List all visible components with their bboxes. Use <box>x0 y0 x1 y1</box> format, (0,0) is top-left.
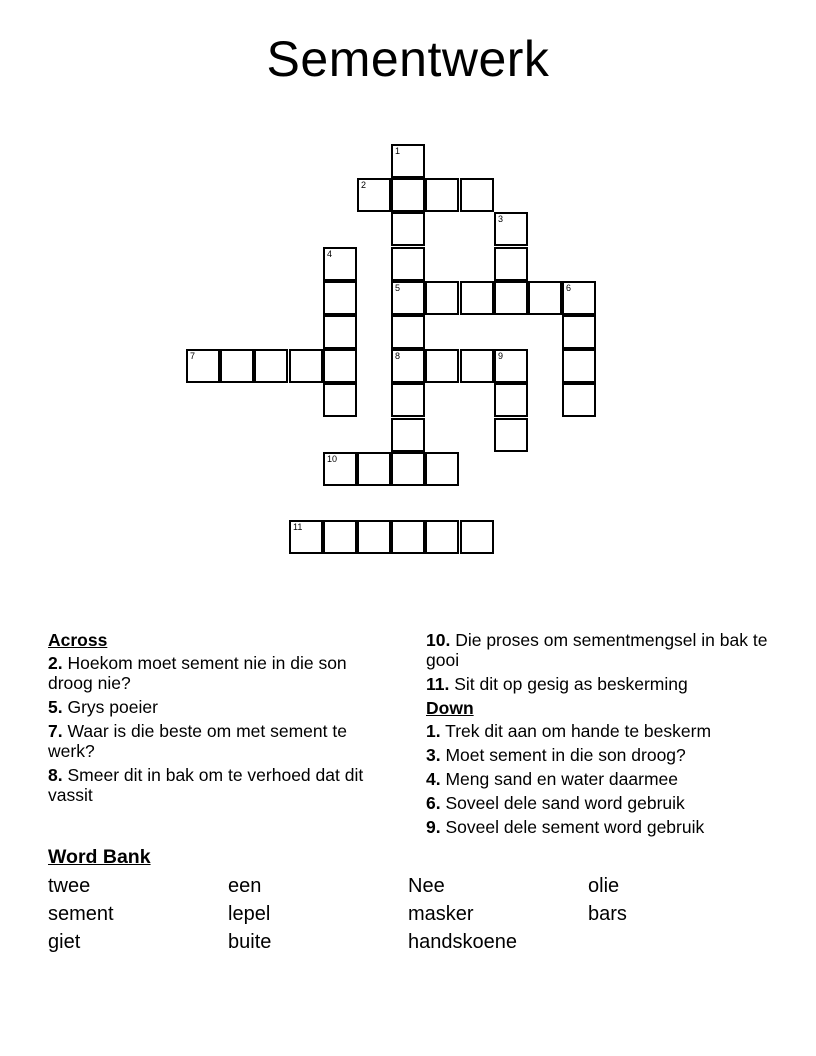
grid-cell[interactable] <box>562 315 596 349</box>
down-heading: Down <box>426 698 474 718</box>
clue-text: Grys poeier <box>67 697 158 717</box>
word-bank-item: olie <box>588 875 620 897</box>
clues-left-column <box>48 630 390 841</box>
clue-number-label: 9 <box>498 351 504 361</box>
grid-cell[interactable] <box>460 281 494 315</box>
word-bank-heading: Word Bank <box>48 846 151 868</box>
clue-text: Smeer dit in bak om te verhoed dat dit vassit <box>48 765 364 805</box>
clue-number-label: 10 <box>327 454 338 464</box>
grid-cell[interactable] <box>391 178 425 212</box>
word-bank <box>48 846 768 953</box>
clue-number: 2. <box>48 653 63 673</box>
grid-cell[interactable] <box>391 520 425 554</box>
grid-cell[interactable] <box>391 212 425 246</box>
word-bank-item: sement <box>48 903 114 925</box>
grid-cell[interactable] <box>357 452 391 486</box>
clue-number: 3. <box>426 745 441 765</box>
grid-cell[interactable] <box>323 349 357 383</box>
clue-down-4 <box>426 769 768 789</box>
grid-cell[interactable] <box>460 178 494 212</box>
word-bank-list <box>48 875 768 953</box>
grid-cell[interactable] <box>323 315 357 349</box>
word-bank-item: buite <box>228 931 272 953</box>
grid-cell[interactable] <box>391 383 425 417</box>
word-bank-item: handskoene <box>408 931 517 953</box>
clue-down-6 <box>426 793 768 813</box>
clue-number: 10. <box>426 630 451 650</box>
grid-cell[interactable] <box>391 247 425 281</box>
grid-cell[interactable] <box>425 349 459 383</box>
across-heading: Across <box>48 630 108 650</box>
clue-text: Sit dit op gesig as beskerming <box>454 674 688 694</box>
grid-cell[interactable] <box>391 315 425 349</box>
clue-number: 9. <box>426 817 441 837</box>
grid-cell[interactable] <box>460 349 494 383</box>
clue-text: Meng sand en water daarmee <box>445 769 678 789</box>
grid-cell-5[interactable] <box>391 281 425 315</box>
clue-number-label: 3 <box>498 214 504 224</box>
clue-text: Soveel dele sand word gebruik <box>445 793 685 813</box>
grid-cell-6[interactable] <box>562 281 596 315</box>
grid-cell[interactable] <box>323 520 357 554</box>
clue-number-label: 8 <box>395 351 401 361</box>
clue-number: 4. <box>426 769 441 789</box>
clues-section <box>48 630 768 841</box>
grid-cell[interactable] <box>323 281 357 315</box>
clue-number: 1. <box>426 721 441 741</box>
grid-cell[interactable] <box>425 520 459 554</box>
grid-cell-7[interactable] <box>186 349 220 383</box>
grid-cell[interactable] <box>425 452 459 486</box>
grid-cell-10[interactable] <box>323 452 357 486</box>
grid-cell[interactable] <box>494 418 528 452</box>
word-bank-item: bars <box>588 903 627 925</box>
grid-cell[interactable] <box>425 178 459 212</box>
clue-text: Trek dit aan om hande te beskerm <box>445 721 712 741</box>
clue-number: 11. <box>426 674 450 694</box>
clue-number-label: 6 <box>566 283 572 293</box>
clue-text: Moet sement in die son droog? <box>445 745 686 765</box>
clue-number: 5. <box>48 697 63 717</box>
clue-across-2 <box>48 653 390 693</box>
grid-cell[interactable] <box>254 349 288 383</box>
grid-cell-3[interactable] <box>494 212 528 246</box>
clue-number: 6. <box>426 793 441 813</box>
clue-across-10 <box>426 630 768 670</box>
grid-cell-8[interactable] <box>391 349 425 383</box>
grid-cell[interactable] <box>562 383 596 417</box>
grid-cell[interactable] <box>391 452 425 486</box>
clue-text: Die proses om sementmengsel in bak te gooi <box>426 630 768 670</box>
clue-text: Waar is die beste om met sement te werk? <box>48 721 347 761</box>
clue-down-1 <box>426 721 768 741</box>
clues-right-column <box>426 630 768 841</box>
word-bank-item: masker <box>408 903 474 925</box>
word-bank-item: een <box>228 875 262 897</box>
grid-cell[interactable] <box>357 520 391 554</box>
grid-cell[interactable] <box>494 383 528 417</box>
grid-cell-2[interactable] <box>357 178 391 212</box>
page-title: Sementwerk <box>266 31 550 87</box>
clue-down-3 <box>426 745 768 765</box>
grid-cell[interactable] <box>494 247 528 281</box>
clue-across-5 <box>48 697 390 717</box>
word-bank-item: twee <box>48 875 91 897</box>
grid-cell[interactable] <box>562 349 596 383</box>
word-bank-item: lepel <box>228 903 271 925</box>
clue-across-11 <box>426 674 768 694</box>
word-bank-item: giet <box>48 931 81 953</box>
grid-cell[interactable] <box>220 349 254 383</box>
grid-cell[interactable] <box>425 281 459 315</box>
clue-text: Soveel dele sement word gebruik <box>445 817 705 837</box>
clue-down-9 <box>426 817 768 837</box>
grid-cell-4[interactable] <box>323 247 357 281</box>
grid-cell-11[interactable] <box>289 520 323 554</box>
clue-number-label: 7 <box>190 351 196 361</box>
grid-cell-9[interactable] <box>494 349 528 383</box>
clue-number-label: 2 <box>361 180 367 190</box>
clue-number: 8. <box>48 765 63 785</box>
grid-cell[interactable] <box>460 520 494 554</box>
grid-cell[interactable] <box>494 281 528 315</box>
clue-across-8 <box>48 765 390 805</box>
grid-cell[interactable] <box>289 349 323 383</box>
grid-cell[interactable] <box>391 418 425 452</box>
clue-number: 7. <box>48 721 63 741</box>
clue-across-7 <box>48 721 390 761</box>
clue-number-label: 4 <box>327 249 333 259</box>
clue-number-label: 1 <box>395 146 401 156</box>
grid-cell[interactable] <box>528 281 562 315</box>
clue-number-label: 11 <box>293 522 303 532</box>
clue-number-label: 5 <box>395 283 401 293</box>
word-bank-item: Nee <box>408 875 445 897</box>
clue-text: Hoekom moet sement nie in die son droog nie? <box>48 653 347 693</box>
grid-cell-1[interactable] <box>391 144 425 178</box>
grid-cell[interactable] <box>323 383 357 417</box>
